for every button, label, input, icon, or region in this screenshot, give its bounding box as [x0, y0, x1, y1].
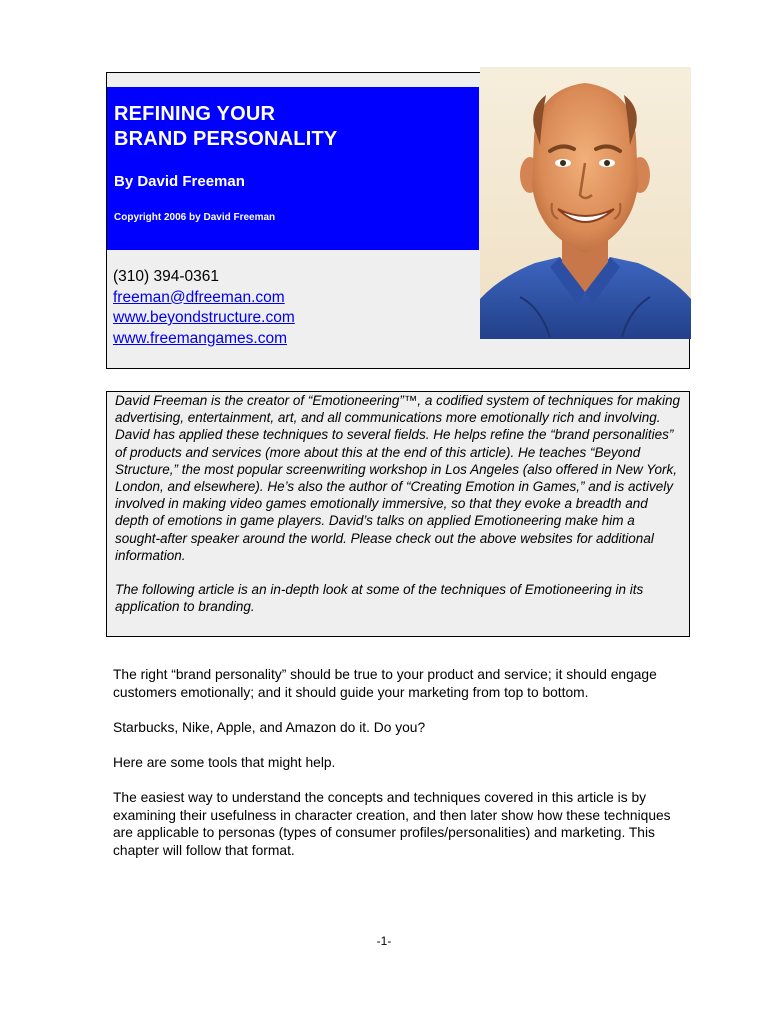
title-panel [107, 87, 479, 250]
title-line-1: REFINING YOUR [114, 103, 276, 125]
body-paragraph: The right “brand personality” should be true to your product and service; it should engage customers emotionally; and it should guide your marketing from top to bottom. [113, 667, 657, 700]
author-portrait [480, 67, 691, 339]
body-paragraph: Starbucks, Nike, Apple, and Amazon do it. Do you? [113, 719, 426, 735]
website-link-freemangames[interactable]: www.freemangames.com [113, 329, 288, 347]
title-line-2: BRAND PERSONALITY [114, 128, 338, 150]
article-body [113, 666, 683, 877]
page-number: -1- [376, 934, 392, 948]
body-paragraph: The easiest way to understand the concepts and techniques covered in this article is by examining their usefulness in character creation, and then later show how these techniques are applicable to personas (types of consumer profiles/personalities) and marketing. This chapter will follow that format. [113, 790, 671, 858]
bio-paragraph-2: The following article is an in-depth look at some of the techniques of Emotioneering in its application to branding. [115, 582, 644, 615]
byline: By David Freeman [114, 173, 245, 190]
contact-info [113, 267, 295, 349]
body-paragraph: Here are some tools that might help. [113, 754, 336, 770]
bio-paragraph-1: David Freeman is the creator of “Emotioneering”™, a codified system of techniques for making advertising, entertainment, art, and all communications more emotionally rich and involving. David has applied these techniques to several fields. He helps refine the “brand personalities” of products and services (more about this at the end of this article). He teaches “Beyond Structure,” the most popular screenwriting workshop in Los Angeles (also offered in New York, London, and elsewhere). He’s also the author of “Creating Emotion in Games,” and is actively involved in making video games emotionally immersive, so that they evoke a breadth and depth of emotions in game players. David’s talks on applied Emotioneering make him a sought-after speaker around the world. Please check out the above websites for additional information. [115, 393, 681, 563]
phone-number: (310) 394-0361 [113, 268, 219, 285]
copyright-notice: Copyright 2006 by David Freeman [114, 212, 276, 223]
email-link[interactable]: freeman@dfreeman.com [113, 288, 285, 306]
document-title [114, 102, 337, 152]
author-bio-box [106, 391, 690, 637]
website-link-beyondstructure[interactable]: www.beyondstructure.com [113, 309, 295, 326]
